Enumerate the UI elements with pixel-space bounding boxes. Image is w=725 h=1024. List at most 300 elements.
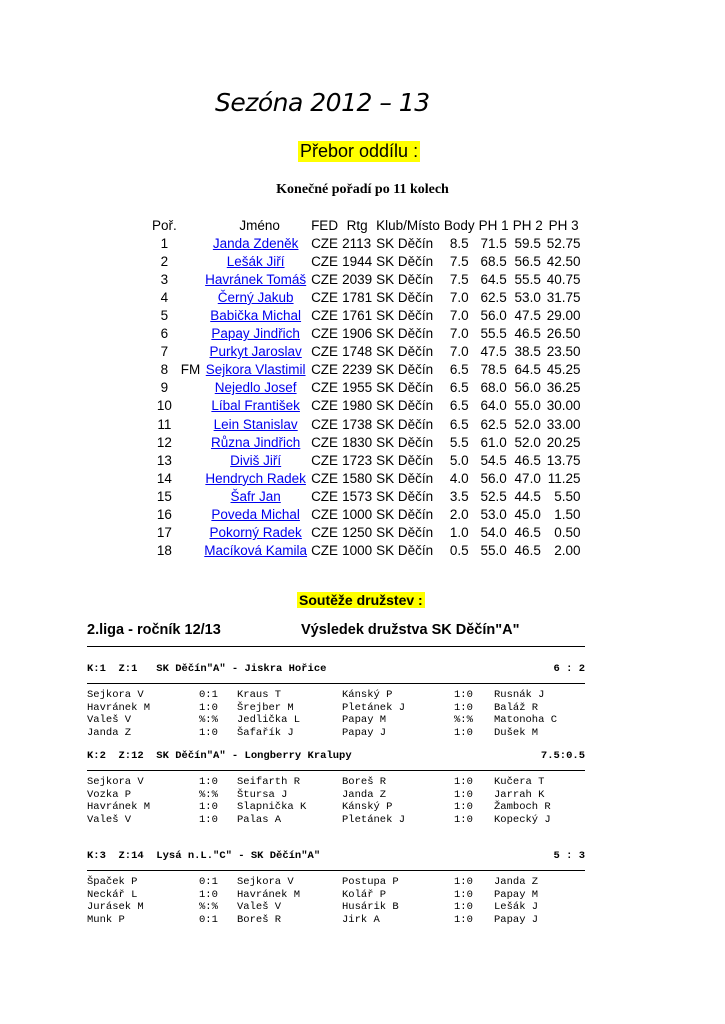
team-results-title: Výsledek družstva SK Děčín"A" — [301, 622, 520, 638]
player-name-cell — [202, 433, 309, 451]
away-player: Jedlička L — [237, 714, 301, 726]
game-result: 1:0 — [454, 776, 473, 788]
federation: CZE — [311, 398, 339, 414]
tiebreak-3: 0.50 — [554, 525, 581, 541]
tiebreak-3: 52.75 — [546, 235, 581, 251]
match-score: 7.5:0.5 — [540, 750, 585, 762]
standings-row — [150, 469, 583, 487]
title — [179, 451, 203, 469]
federation: CZE — [311, 326, 339, 342]
standings-row — [150, 234, 583, 252]
player-name-cell — [202, 361, 309, 379]
home-player: Kánský P — [342, 801, 393, 813]
player-link[interactable]: Různa Jindřich — [211, 434, 301, 450]
rank: 15 — [156, 488, 172, 504]
match-header — [87, 663, 585, 676]
game-result: 0:1 — [199, 689, 218, 701]
rating: 1573 — [342, 488, 373, 504]
standings-row — [150, 325, 583, 343]
rank: 6 — [160, 326, 169, 342]
tiebreak-1: 52.5 — [480, 488, 507, 504]
club: SK Děčín — [376, 253, 434, 269]
standings-row — [150, 343, 583, 361]
player-link[interactable]: Černý Jakub — [217, 289, 294, 305]
tiebreak-1: 56.0 — [480, 308, 507, 324]
player-link[interactable]: Lešák Jiří — [226, 253, 285, 269]
away-player: Baláž R — [494, 701, 539, 714]
standings-table — [150, 216, 583, 560]
title — [179, 506, 203, 524]
divider — [87, 770, 585, 771]
points: 7.0 — [449, 289, 469, 305]
player-name-cell — [202, 343, 309, 361]
tiebreak-1: 55.0 — [480, 543, 507, 559]
away-player: Sejkora V — [237, 876, 294, 888]
tiebreak-3: 13.75 — [546, 452, 581, 468]
club: SK Děčín — [376, 344, 434, 360]
match-title: K:3 Z:14 Lysá n.L."C" - SK Děčín"A" — [87, 850, 321, 862]
player-name-cell — [202, 506, 309, 524]
points: 7.0 — [449, 344, 469, 360]
rank: 10 — [156, 398, 172, 414]
tiebreak-1: 61.0 — [480, 434, 507, 450]
game-result: 1:0 — [454, 726, 473, 739]
away-player: Kraus T — [237, 689, 282, 701]
rating: 1955 — [342, 380, 373, 396]
home-player: Valeš V — [87, 813, 132, 826]
tiebreak-3: 36.25 — [546, 380, 581, 396]
tiebreak-1: 62.5 — [480, 416, 507, 432]
game-result: 1:0 — [454, 701, 473, 714]
home-player: Pletánek J — [342, 813, 406, 826]
home-player: Valeš V — [87, 714, 132, 726]
tiebreak-3: 45.25 — [546, 362, 581, 378]
federation: CZE — [311, 507, 339, 523]
tiebreak-1: 53.0 — [480, 507, 507, 523]
player-name-cell — [202, 379, 309, 397]
home-player: Boreš R — [342, 776, 387, 788]
club: SK Děčín — [376, 452, 434, 468]
away-player: Dušek M — [494, 726, 539, 739]
federation: CZE — [311, 543, 339, 559]
rating: 1580 — [342, 470, 373, 486]
tiebreak-1: 64.0 — [480, 398, 507, 414]
player-link[interactable]: Janda Zdeněk — [212, 235, 299, 251]
federation: CZE — [311, 488, 339, 504]
points: 7.5 — [449, 253, 469, 269]
federation: CZE — [311, 434, 339, 450]
divider — [87, 870, 585, 871]
col-name: Jméno — [239, 217, 280, 233]
tiebreak-3: 1.50 — [554, 507, 581, 523]
tiebreak-2: 55.5 — [514, 271, 541, 287]
game-result: 0:1 — [199, 913, 218, 926]
title: FM — [180, 362, 201, 378]
title — [179, 487, 203, 505]
tiebreak-1: 62.5 — [480, 289, 507, 305]
standings-row — [150, 252, 583, 270]
points: 8.5 — [449, 235, 469, 251]
rank: 14 — [156, 470, 172, 486]
away-player: Jarrah K — [494, 788, 545, 801]
tiebreak-2: 64.5 — [514, 362, 541, 378]
tiebreak-2: 45.0 — [514, 507, 541, 523]
title — [179, 469, 203, 487]
federation: CZE — [311, 452, 339, 468]
tiebreak-1: 56.0 — [480, 470, 507, 486]
away-player: Papay J — [494, 913, 539, 926]
home-player: Janda Z — [87, 726, 132, 739]
standings-row — [150, 542, 583, 560]
rank: 18 — [156, 543, 172, 559]
club: SK Děčín — [376, 525, 434, 541]
game-result: 1:0 — [454, 801, 473, 813]
rank: 7 — [160, 344, 169, 360]
tiebreak-2: 46.5 — [514, 543, 541, 559]
club: SK Děčín — [376, 326, 434, 342]
tiebreak-2: 53.0 — [514, 289, 541, 305]
federation: CZE — [311, 271, 339, 287]
player-link[interactable]: Purkyt Jaroslav — [209, 344, 302, 360]
standings-row — [150, 270, 583, 288]
rating: 1781 — [342, 289, 373, 305]
rating: 1944 — [342, 253, 373, 269]
divider — [87, 683, 585, 684]
club: SK Děčín — [376, 398, 434, 414]
tiebreak-2: 52.0 — [514, 416, 541, 432]
home-player: Husárik B — [342, 901, 399, 913]
club: SK Děčín — [376, 362, 434, 378]
rating: 1000 — [342, 543, 373, 559]
points: 4.0 — [449, 470, 469, 486]
game-result: %:% — [199, 714, 218, 726]
tiebreak-2: 55.0 — [514, 398, 541, 414]
rating: 1748 — [342, 344, 373, 360]
club: SK Děčín — [376, 488, 434, 504]
col-tb2: PH 2 — [512, 217, 543, 233]
standings-header-row — [150, 216, 583, 234]
club-championship-heading: Přebor oddílu : — [300, 141, 419, 161]
game-result: 1:0 — [199, 888, 218, 901]
club: SK Děčín — [376, 289, 434, 305]
rank: 1 — [160, 235, 169, 251]
home-player: Postupa P — [342, 876, 399, 888]
home-player: Neckář L — [87, 888, 138, 901]
tiebreak-3: 42.50 — [546, 253, 581, 269]
game-result: 1:0 — [199, 776, 218, 788]
tiebreak-3: 26.50 — [546, 326, 581, 342]
col-club: Klub/Místo — [376, 217, 440, 233]
points: 7.0 — [449, 308, 469, 324]
club: SK Děčín — [376, 416, 434, 432]
standings-row — [150, 506, 583, 524]
tiebreak-2: 38.5 — [514, 344, 541, 360]
player-name-cell — [202, 288, 309, 306]
player-link[interactable]: Lein Stanislav — [213, 416, 298, 432]
federation: CZE — [311, 470, 339, 486]
player-name-cell — [202, 415, 309, 433]
player-name-cell — [202, 469, 309, 487]
player-link[interactable]: Hendrych Radek — [205, 470, 306, 486]
points: 6.5 — [449, 380, 469, 396]
points: 6.5 — [449, 398, 469, 414]
player-link[interactable]: Diviš Jiří — [230, 452, 282, 468]
points: 1.0 — [449, 525, 469, 541]
tiebreak-2: 44.5 — [514, 488, 541, 504]
tiebreak-2: 46.5 — [514, 525, 541, 541]
standings-row — [150, 451, 583, 469]
tiebreak-3: 2.00 — [554, 543, 581, 559]
away-player: Havránek M — [237, 888, 301, 901]
match-score: 6 : 2 — [553, 663, 585, 675]
home-player: Janda Z — [342, 788, 387, 801]
player-link[interactable]: Líbal František — [211, 398, 300, 414]
tiebreak-1: 47.5 — [480, 344, 507, 360]
standings-row — [150, 415, 583, 433]
game-result: 0:1 — [199, 876, 218, 888]
away-player: Šafařík J — [237, 726, 294, 739]
tiebreak-1: 54.0 — [480, 525, 507, 541]
game-result: 1:0 — [199, 813, 218, 826]
rating: 1761 — [342, 308, 373, 324]
player-link[interactable]: Pokorný Radek — [209, 525, 302, 541]
home-player: Vozka P — [87, 788, 132, 801]
home-player: Havránek M — [87, 801, 151, 813]
player-link[interactable]: Šafr Jan — [230, 488, 281, 504]
game-result: 1:0 — [454, 901, 473, 913]
federation: CZE — [311, 308, 339, 324]
rating: 1980 — [342, 398, 373, 414]
rating: 2113 — [342, 235, 372, 251]
home-player: Papay M — [342, 714, 387, 726]
standings-row — [150, 306, 583, 324]
player-link[interactable]: Sejkora Vlastimil — [205, 362, 306, 378]
player-link[interactable]: Havránek Tomáš — [205, 271, 307, 287]
points: 6.5 — [449, 416, 469, 432]
player-name-cell — [202, 524, 309, 542]
tiebreak-2: 46.5 — [514, 452, 541, 468]
col-tb1: PH 1 — [478, 217, 509, 233]
game-result: 1:0 — [454, 813, 473, 826]
rank: 8 — [160, 362, 169, 378]
tiebreak-2: 52.0 — [514, 434, 541, 450]
rank: 17 — [156, 525, 172, 541]
tiebreak-1: 64.5 — [480, 271, 507, 287]
tiebreak-1: 68.0 — [480, 380, 507, 396]
home-player: Havránek M — [87, 701, 151, 714]
club: SK Děčín — [376, 470, 434, 486]
away-player: Janda Z — [494, 876, 539, 888]
home-player: Špaček P — [87, 876, 138, 888]
player-link[interactable]: Babička Michal — [210, 308, 302, 324]
federation: CZE — [311, 289, 339, 305]
player-link[interactable]: Papay Jindřich — [211, 326, 300, 342]
points: 2.0 — [449, 507, 469, 523]
points: 6.5 — [449, 362, 469, 378]
club: SK Děčín — [376, 434, 434, 450]
home-player: Munk P — [87, 913, 125, 926]
standings-row — [150, 397, 583, 415]
home-player: Sejkora V — [87, 776, 144, 788]
away-player: Valeš V — [237, 901, 282, 913]
season-title: Sezóna 2012 – 13 — [215, 88, 430, 117]
rating: 1738 — [342, 416, 373, 432]
game-result: 1:0 — [199, 701, 218, 714]
home-player: Papay J — [342, 726, 387, 739]
away-player: Lešák J — [494, 901, 539, 913]
tiebreak-3: 33.00 — [546, 416, 581, 432]
away-player: Šrejber M — [237, 701, 294, 714]
club: SK Děčín — [376, 543, 434, 559]
rank: 2 — [160, 253, 169, 269]
game-result: 1:0 — [199, 726, 218, 739]
tiebreak-3: 11.25 — [547, 470, 581, 486]
player-name-cell — [202, 487, 309, 505]
team-competitions-heading: Soutěže družstev : — [299, 592, 423, 608]
tiebreak-2: 47.0 — [514, 470, 541, 486]
player-link[interactable]: Macíková Kamila — [204, 543, 308, 559]
federation: CZE — [311, 416, 339, 432]
tiebreak-2: 46.5 — [514, 326, 541, 342]
tiebreak-3: 23.50 — [546, 344, 581, 360]
title — [179, 343, 203, 361]
away-player: Matonoha C — [494, 714, 558, 726]
game-result: 1:0 — [199, 801, 218, 813]
player-name-cell — [202, 234, 309, 252]
player-name-cell — [202, 542, 309, 560]
rating: 1906 — [342, 326, 373, 342]
league-season: 2.liga - ročník 12/13 — [87, 622, 221, 638]
tiebreak-3: 31.75 — [546, 289, 581, 305]
away-player: Slapnička K — [237, 801, 307, 813]
away-player: Palas A — [237, 813, 282, 826]
title — [179, 415, 203, 433]
standings-row — [150, 379, 583, 397]
player-name-cell — [202, 397, 309, 415]
federation: CZE — [311, 380, 339, 396]
game-result: 1:0 — [454, 913, 473, 926]
game-result: %:% — [199, 901, 218, 913]
rating: 1830 — [342, 434, 373, 450]
player-name-cell — [202, 306, 309, 324]
tiebreak-1: 55.5 — [480, 326, 507, 342]
club: SK Děčín — [376, 308, 434, 324]
player-name-cell — [202, 270, 309, 288]
away-player: Kučera T — [494, 776, 545, 788]
away-player: Štursa J — [237, 788, 288, 801]
club: SK Děčín — [376, 380, 434, 396]
rating: 1250 — [342, 525, 373, 541]
tiebreak-3: 30.00 — [546, 398, 581, 414]
title — [179, 306, 203, 324]
col-points: Body — [443, 217, 475, 233]
title — [179, 234, 203, 252]
home-player: Jirk A — [342, 913, 380, 926]
match-title: K:2 Z:12 SK Děčín"A" - Longberry Kralupy — [87, 750, 352, 762]
away-player: Papay M — [494, 888, 539, 901]
points: 5.5 — [449, 434, 469, 450]
rank: 13 — [156, 452, 172, 468]
tiebreak-3: 20.25 — [546, 434, 581, 450]
tiebreak-2: 56.0 — [514, 380, 541, 396]
federation: CZE — [311, 235, 339, 251]
tiebreak-3: 40.75 — [546, 271, 581, 287]
match-header — [87, 750, 585, 763]
player-name-cell — [202, 451, 309, 469]
tiebreak-2: 47.5 — [514, 308, 541, 324]
club: SK Děčín — [376, 507, 434, 523]
title — [179, 524, 203, 542]
federation: CZE — [311, 525, 339, 541]
tiebreak-2: 56.5 — [514, 253, 541, 269]
away-player: Rusnák J — [494, 689, 545, 701]
away-player: Seifarth R — [237, 776, 301, 788]
col-fed: FED — [311, 217, 339, 233]
player-link[interactable]: Nejedlo Josef — [214, 380, 297, 396]
player-link[interactable]: Poveda Michal — [211, 507, 300, 523]
points: 7.5 — [449, 271, 469, 287]
title — [179, 288, 203, 306]
rating: 2039 — [342, 271, 373, 287]
tiebreak-1: 78.5 — [480, 362, 507, 378]
rank: 16 — [156, 507, 172, 523]
federation: CZE — [311, 362, 339, 378]
standings-subtitle: Konečné pořadí po 11 kolech — [276, 182, 449, 197]
standings-row — [150, 361, 583, 379]
home-player: Jurásek M — [87, 901, 144, 913]
standings-row — [150, 433, 583, 451]
points: 0.5 — [449, 543, 469, 559]
game-result: 1:0 — [454, 788, 473, 801]
rank: 5 — [160, 308, 169, 324]
game-result: 1:0 — [454, 689, 473, 701]
game-result: %:% — [199, 788, 218, 801]
title — [179, 252, 203, 270]
home-player: Pletánek J — [342, 701, 406, 714]
tiebreak-1: 68.5 — [480, 253, 507, 269]
tiebreak-1: 71.5 — [480, 235, 507, 251]
tiebreak-3: 5.50 — [554, 488, 581, 504]
title — [179, 397, 203, 415]
game-result: %:% — [454, 714, 473, 726]
home-player: Kánský P — [342, 689, 393, 701]
match-header — [87, 850, 585, 863]
home-player: Kolář P — [342, 888, 387, 901]
col-tb3: PH 3 — [548, 217, 579, 233]
rank: 3 — [160, 271, 169, 287]
rating: 1723 — [342, 452, 373, 468]
tiebreak-1: 54.5 — [480, 452, 507, 468]
home-player: Sejkora V — [87, 689, 144, 701]
game-result: 1:0 — [454, 888, 473, 901]
player-name-cell — [202, 325, 309, 343]
standings-row — [150, 524, 583, 542]
club: SK Děčín — [376, 271, 434, 287]
rank: 4 — [160, 289, 169, 305]
federation: CZE — [311, 344, 339, 360]
rank: 9 — [160, 380, 169, 396]
col-title — [179, 216, 203, 234]
away-player: Kopecký J — [494, 813, 551, 826]
game-result: 1:0 — [454, 876, 473, 888]
points: 7.0 — [449, 326, 469, 342]
match-title: K:1 Z:1 SK Děčín"A" - Jiskra Hořice — [87, 663, 327, 675]
league-heading — [87, 622, 585, 647]
standings-row — [150, 487, 583, 505]
points: 5.0 — [449, 452, 469, 468]
title — [179, 542, 203, 560]
title — [179, 433, 203, 451]
